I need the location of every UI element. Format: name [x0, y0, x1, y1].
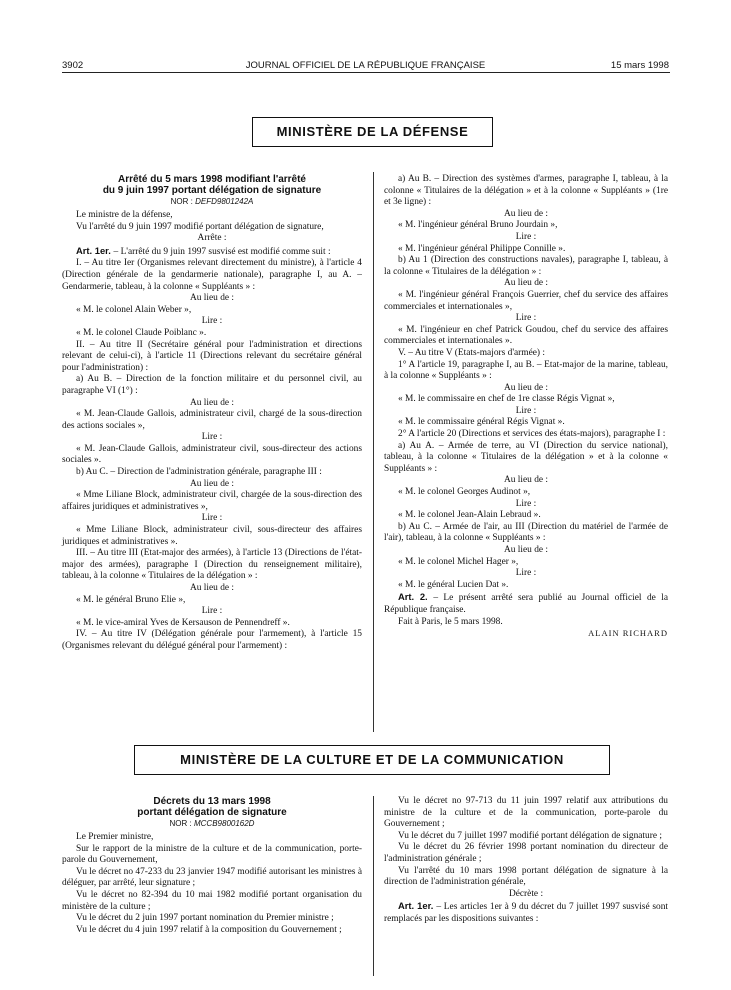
paragraph: Au lieu de :: [189, 478, 234, 489]
paragraph: Lire :: [201, 606, 223, 617]
paragraph: « M. le colonel Georges Audinot »,: [398, 487, 531, 498]
paragraph: a) Au B. – Direction des systèmes d'armes, paragraphe I, tableau, à la colonne « Titulaires de la délégation » et à la colonne « Suppléants » (1re et 3e ligne) :: [384, 174, 668, 208]
paragraph: Vu le décret no 47-233 du 23 janvier 1947 modifié autorisant les ministres à déléguer, par arrêté, leur signature ;: [62, 866, 362, 889]
defense-left-column: [62, 174, 362, 653]
paragraph: Vu l'arrêté du 9 juin 1997 modifié portant délégation de signature,: [76, 221, 324, 232]
paragraph: Lire :: [515, 568, 537, 579]
issue-date: 15 mars 1998: [610, 60, 669, 71]
decree2-title-line1: Décrets du 13 mars 1998: [153, 796, 271, 807]
paragraph: « M. l'ingénieur général François Guerrier, chef du service des affaires commerciales et internationales »,: [384, 289, 668, 312]
paragraph: Au lieu de :: [503, 545, 548, 555]
paragraph: Lire :: [515, 498, 537, 509]
paragraph: Vu le décret du 7 juillet 1997 modifié portant délégation de signature ;: [398, 830, 662, 841]
page-number: 3902: [62, 60, 84, 71]
paragraph: « M. le commissaire en chef de 1re classe Régis Vignat »,: [398, 394, 615, 405]
paragraph: Au lieu de :: [503, 382, 548, 393]
paragraph: Lire :: [201, 432, 223, 443]
paragraph: « M. Jean-Claude Gallois, administrateur civil, sous-directeur des actions sociales ».: [62, 443, 362, 466]
paragraph: Lire :: [201, 513, 223, 524]
culture-left-column: [62, 796, 362, 936]
paragraph: « M. l'ingénieur général Philippe Connille ».: [398, 243, 566, 254]
paragraph: b) Au 1 (Direction des constructions navales), paragraphe I, tableau, à la colonne « Titulaires de la délégation » :: [384, 255, 668, 277]
column-divider-2: [373, 796, 374, 976]
paragraph: « M. le colonel Jean-Alain Lebraud ».: [398, 510, 541, 521]
paragraph: Sur le rapport de la ministre de la culture et de la communication, porte-parole du Gouvernement,: [62, 843, 362, 866]
paragraph: « M. l'ingénieur en chef Patrick Goudou, chef du service des affaires commerciales et internationales ».: [384, 324, 668, 347]
paragraph: « M. le général Lucien Dat ».: [398, 579, 509, 590]
paragraph: Vu l'arrêté du 10 mars 1998 portant délégation de signature à la direction de l'administration générale,: [384, 865, 668, 888]
paragraph: Au lieu de :: [503, 278, 548, 289]
paragraph: Lire :: [515, 313, 537, 324]
signature: ALAIN RICHARD: [588, 628, 668, 639]
paragraph: II. – Au titre II (Secrétaire général pour l'administration et directions relevant de celui-ci), à l'article 11 (Directions relevant du secrétaire général pour l'administration) :: [62, 339, 362, 373]
paragraph: Au lieu de :: [189, 397, 234, 408]
paragraph: 2° A l'article 20 (Directions et services des états-majors), paragraphe I :: [398, 429, 666, 440]
paragraph: III. – Au titre III (Etat-major des armées), à l'article 13 (Directions de l'état-major des armées), paragraphe I (Direction du renseignement militaire), tableau, à la colonne « Titulaires de la délégation » :: [62, 548, 362, 582]
paragraph: Au lieu de :: [503, 208, 548, 219]
paragraph: Au lieu de :: [189, 293, 234, 304]
paragraph: V. – Au titre V (Etats-majors d'armée) :: [398, 347, 545, 358]
paragraph: b) Au C. – Direction de l'administration générale, paragraphe III :: [76, 467, 322, 478]
paragraph: « Mme Liliane Block, administrateur civil, sous-directeur des affaires juridiques et administratives ».: [62, 525, 362, 547]
article-label: Art. 1er.: [76, 244, 114, 256]
paragraph: Au lieu de :: [189, 583, 234, 593]
paragraph: « Mme Liliane Block, administrateur civil, chargée de la sous-direction des affaires juridiques et administratives »,: [62, 490, 362, 512]
paragraph: Vu le décret du 26 février 1998 portant nomination du directeur de l'administration générale ;: [384, 842, 668, 864]
journal-title: JOURNAL OFFICIEL DE LA RÉPUBLIQUE FRANÇAISE: [245, 60, 486, 71]
paragraph: Au lieu de :: [503, 475, 548, 486]
paragraph: Le ministre de la défense,: [76, 210, 173, 220]
decree2-title-line2: portant délégation de signature: [137, 807, 287, 818]
paragraph: a) Au B. – Direction de la fonction militaire et du personnel civil, au paragraphe VI (1°) :: [62, 374, 362, 396]
paragraph: Fait à Paris, le 5 mars 1998.: [398, 616, 503, 627]
paragraph: Arrête :: [197, 233, 227, 244]
paragraph: I. – Au titre Ier (Organismes relevant directement du ministre), à l'article 4 (Direction générale de la gendarmerie nationale), paragraphe I, au A. – Gendarmerie, tableau, à la colonne « Suppléants » :: [62, 258, 362, 292]
paragraph: Art. 1er. – L'arrêté du 9 juin 1997 susvisé est modifié comme suit :: [76, 244, 331, 257]
paragraph: « M. Jean-Claude Gallois, administrateur civil, chargé de la sous-direction des actions sociales »,: [62, 409, 362, 431]
header-rule: [62, 72, 670, 73]
paragraph: Vu le décret du 2 juin 1997 portant nomination du Premier ministre ;: [76, 913, 334, 924]
paragraph: Vu le décret no 97-713 du 11 juin 1997 relatif aux attributions du ministre de la culture et de la communication, porte-parole du Gouvernement ;: [384, 796, 668, 830]
paragraph: a) Au A. – Armée de terre, au VI (Direction du service national), tableau, à la colonne « Titulaires de la délégation » et à la colonne « Suppléants » :: [384, 440, 668, 474]
paragraph: IV. – Au titre IV (Délégation générale pour l'armement), à l'article 15 (Organismes relevant du délégué général pour l'armement) :: [62, 629, 362, 651]
culture-right-column: [384, 796, 668, 926]
paragraph: b) Au C. – Armée de l'air, au III (Direction du matériel de l'armée de l'air), tableau, à la colonne « Suppléants » :: [384, 521, 668, 544]
decree-title-line1: Arrêté du 5 mars 1998 modifiant l'arrêté: [117, 174, 306, 185]
paragraph: « M. le vice-amiral Yves de Kersauson de Pennendreff ».: [76, 617, 290, 628]
article-label: Art. 1er.: [398, 900, 437, 912]
defense-right-column: [384, 174, 668, 640]
paragraph: « M. l'ingénieur général Bruno Jourdain »,: [398, 220, 558, 231]
nor-reference-2: NOR : MCCB9800162D: [169, 819, 255, 828]
paragraph: Art. 1er. – Les articles 1er à 9 du décret du 7 juillet 1997 susvisé sont remplacés par les dispositions suivantes :: [384, 900, 668, 924]
paragraph: Art. 2. – Le présent arrêté sera publié au Journal officiel de la République française.: [384, 591, 668, 615]
paragraph: Lire :: [515, 405, 537, 416]
paragraph: Le Premier ministre,: [76, 832, 154, 842]
paragraph: « M. le colonel Claude Poiblanc ».: [76, 327, 207, 338]
paragraph: Lire :: [515, 231, 537, 242]
ministry-box-defense: MINISTÈRE DE LA DÉFENSE: [252, 117, 493, 147]
paragraph: Vu le décret no 82-394 du 10 mai 1982 modifié portant organisation du ministère de la culture ;: [62, 889, 362, 912]
paragraph: Décrète :: [508, 888, 544, 899]
paragraph: Lire :: [201, 316, 223, 327]
paragraph: « M. le colonel Michel Hager »,: [398, 556, 519, 567]
decree-title-line2: du 9 juin 1997 portant délégation de signature: [102, 185, 322, 196]
article-label: Art. 2.: [398, 591, 434, 603]
paragraph: « M. le commissaire général Régis Vignat ».: [398, 417, 565, 428]
paragraph: Vu le décret du 4 juin 1997 relatif à la composition du Gouvernement ;: [76, 924, 342, 935]
paragraph: « M. le général Bruno Elie »,: [76, 594, 186, 605]
paragraph: « M. le colonel Alain Weber »,: [76, 304, 192, 315]
paragraph: 1° A l'article 19, paragraphe I, au B. – Etat-major de la marine, tableau, à la colonne « Suppléants » :: [384, 359, 668, 382]
nor-reference: NOR : DEFD9801242A: [170, 197, 254, 206]
column-divider: [373, 172, 374, 732]
ministry-box-culture: MINISTÈRE DE LA CULTURE ET DE LA COMMUNICATION: [134, 745, 610, 775]
